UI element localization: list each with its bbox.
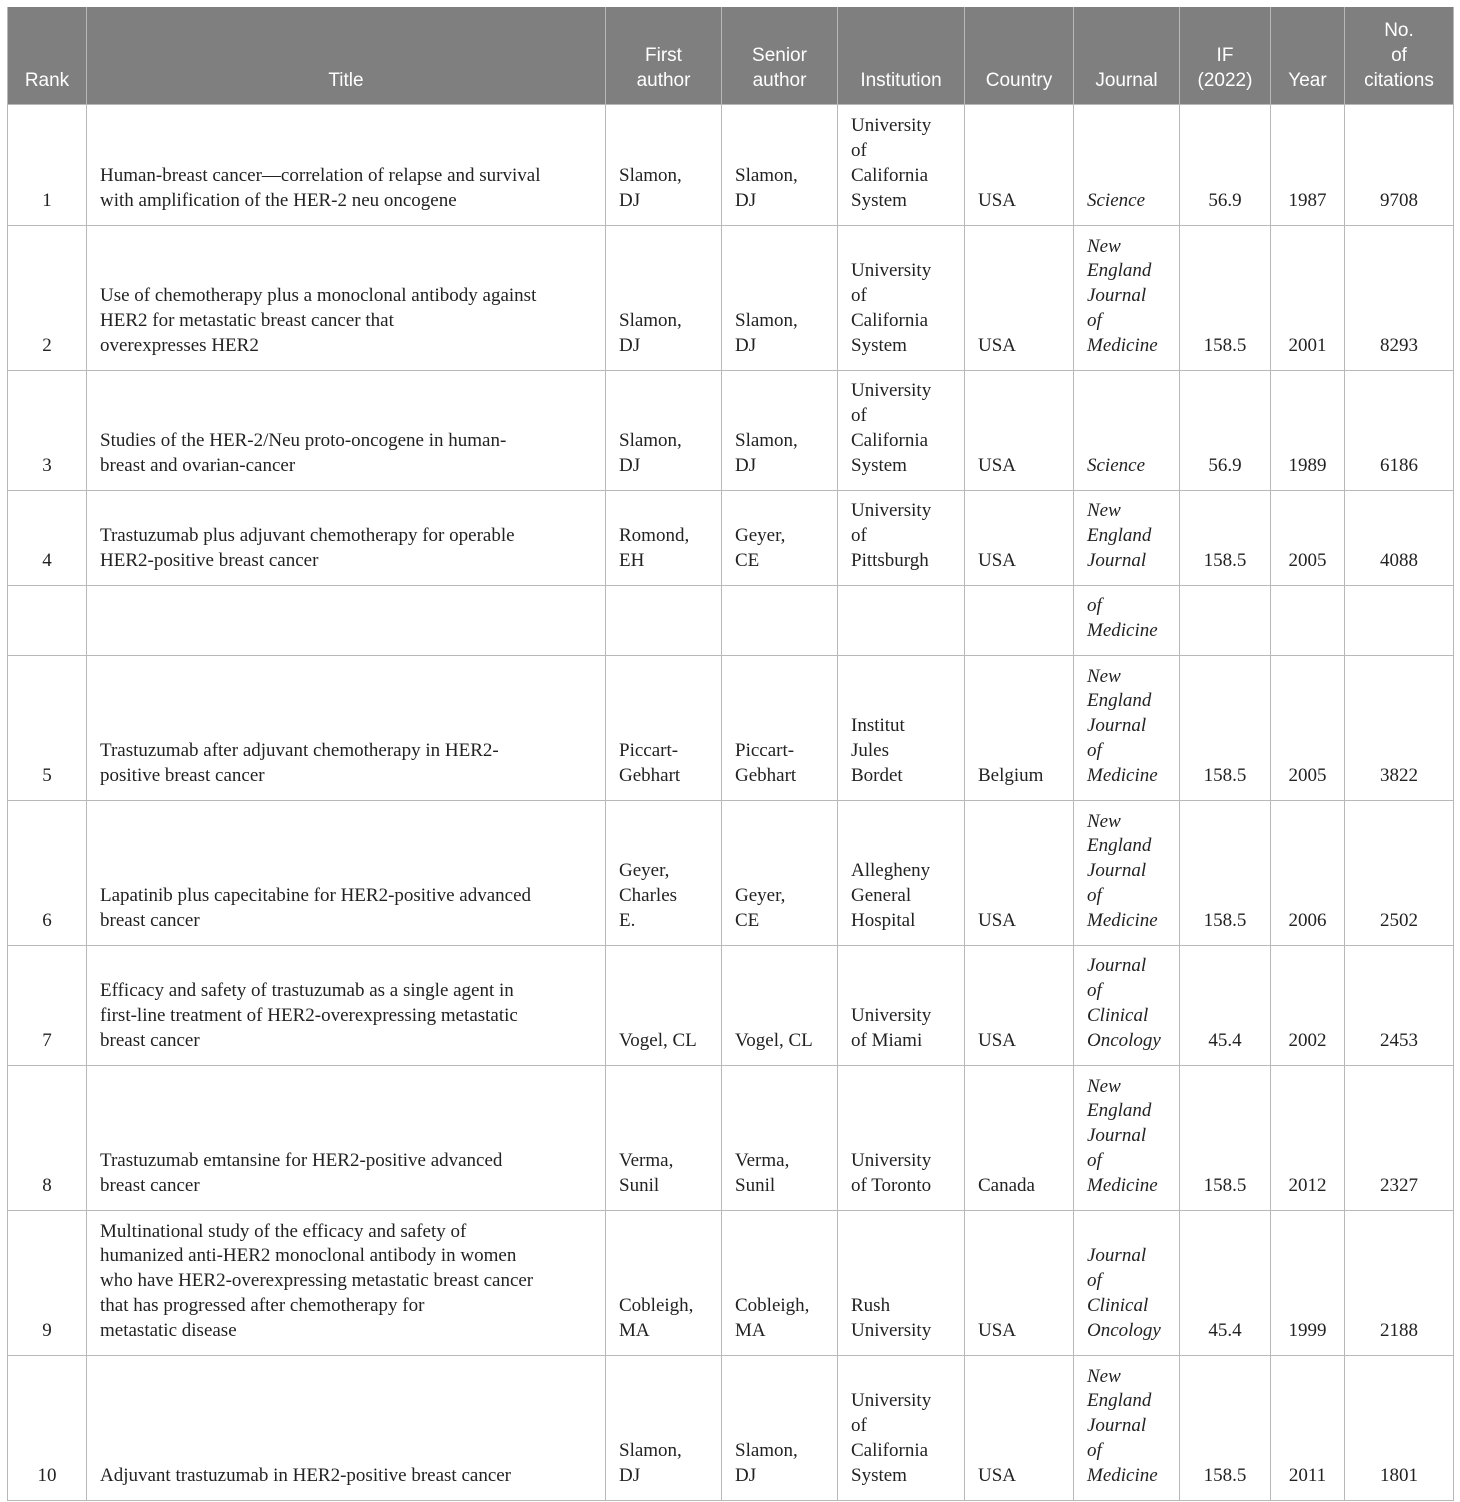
cell-journal: New England Journal of Medicine xyxy=(1074,225,1180,370)
cell-title xyxy=(87,585,606,655)
cell-institution: Allegheny General Hospital xyxy=(838,800,965,945)
header-journal: Journal xyxy=(1074,7,1180,104)
table-row xyxy=(8,1210,1454,1355)
cell-rank: 7 xyxy=(8,945,87,1065)
header-country: Country xyxy=(965,7,1074,104)
cell-title: Trastuzumab plus adjuvant chemotherapy for operable HER2-positive breast cancer xyxy=(87,490,606,585)
table-row xyxy=(8,1355,1454,1500)
cell-rank: 4 xyxy=(8,490,87,585)
cell-rank xyxy=(8,585,87,655)
table-row xyxy=(8,585,1454,655)
cell-country: USA xyxy=(965,370,1074,490)
cell-first-author: Slamon, DJ xyxy=(606,370,722,490)
header-year: Year xyxy=(1271,7,1345,104)
cell-year: 2005 xyxy=(1271,655,1345,800)
cell-if: 158.5 xyxy=(1180,490,1271,585)
cell-title: Lapatinib plus capecitabine for HER2-positive advanced breast cancer xyxy=(87,800,606,945)
cell-senior-author: Piccart- Gebhart xyxy=(722,655,838,800)
cell-if: 158.5 xyxy=(1180,225,1271,370)
header-title: Title xyxy=(87,7,606,104)
cell-rank: 3 xyxy=(8,370,87,490)
cell-if: 56.9 xyxy=(1180,104,1271,225)
cell-citations: 9708 xyxy=(1345,104,1454,225)
table-row xyxy=(8,225,1454,370)
header-first-author: First author xyxy=(606,7,722,104)
header-senior-author: Senior author xyxy=(722,7,838,104)
cell-title: Multinational study of the efficacy and safety of humanized anti-HER2 monoclonal antibody in women who have HER2-overexpressing metastatic breast cancer that has progressed after chemotherapy for metastatic disease xyxy=(87,1210,606,1355)
cell-institution: University of Toronto xyxy=(838,1065,965,1210)
cell-first-author: Piccart- Gebhart xyxy=(606,655,722,800)
cell-title: Use of chemotherapy plus a monoclonal antibody against HER2 for metastatic breast cancer that overexpresses HER2 xyxy=(87,225,606,370)
cell-institution: Institut Jules Bordet xyxy=(838,655,965,800)
cell-title: Human-breast cancer—correlation of relapse and survival with amplification of the HER-2 neu oncogene xyxy=(87,104,606,225)
cell-journal: Journal of Clinical Oncology xyxy=(1074,945,1180,1065)
cell-title: Trastuzumab after adjuvant chemotherapy in HER2- positive breast cancer xyxy=(87,655,606,800)
table-row xyxy=(8,104,1454,225)
cell-rank: 9 xyxy=(8,1210,87,1355)
cell-institution: University of California System xyxy=(838,225,965,370)
cell-country: USA xyxy=(965,945,1074,1065)
table-row xyxy=(8,945,1454,1065)
header-if: IF (2022) xyxy=(1180,7,1271,104)
cell-rank: 1 xyxy=(8,104,87,225)
cell-first-author: Cobleigh, MA xyxy=(606,1210,722,1355)
cell-citations: 2327 xyxy=(1345,1065,1454,1210)
cell-country: Canada xyxy=(965,1065,1074,1210)
cell-if: 158.5 xyxy=(1180,1355,1271,1500)
cell-institution: Rush University xyxy=(838,1210,965,1355)
cell-year xyxy=(1271,585,1345,655)
cell-senior-author: Geyer, CE xyxy=(722,800,838,945)
cell-institution: University of Pittsburgh xyxy=(838,490,965,585)
cell-journal: New England Journal of Medicine xyxy=(1074,655,1180,800)
cell-citations: 6186 xyxy=(1345,370,1454,490)
cell-senior-author: Vogel, CL xyxy=(722,945,838,1065)
cell-first-author: Vogel, CL xyxy=(606,945,722,1065)
cell-rank: 2 xyxy=(8,225,87,370)
cell-journal: New England Journal of Medicine xyxy=(1074,1065,1180,1210)
cell-citations: 2502 xyxy=(1345,800,1454,945)
cell-journal: New England Journal of Medicine xyxy=(1074,800,1180,945)
header-row xyxy=(8,7,1454,104)
cell-title: Studies of the HER-2/Neu proto-oncogene in human- breast and ovarian-cancer xyxy=(87,370,606,490)
header-institution: Institution xyxy=(838,7,965,104)
cell-journal: New England Journal xyxy=(1074,490,1180,585)
cell-year: 2012 xyxy=(1271,1065,1345,1210)
cell-senior-author: Geyer, CE xyxy=(722,490,838,585)
cell-first-author: Verma, Sunil xyxy=(606,1065,722,1210)
cell-rank: 5 xyxy=(8,655,87,800)
cell-country: USA xyxy=(965,490,1074,585)
cell-senior-author: Slamon, DJ xyxy=(722,1355,838,1500)
cell-journal: New England Journal of Medicine xyxy=(1074,1355,1180,1500)
cell-first-author: Slamon, DJ xyxy=(606,104,722,225)
table-row xyxy=(8,1065,1454,1210)
cell-institution: University of Miami xyxy=(838,945,965,1065)
table-row xyxy=(8,370,1454,490)
cell-if: 56.9 xyxy=(1180,370,1271,490)
cell-journal: Science xyxy=(1074,370,1180,490)
table-row xyxy=(8,655,1454,800)
cell-year: 2002 xyxy=(1271,945,1345,1065)
table-body xyxy=(8,104,1454,1500)
cell-if xyxy=(1180,585,1271,655)
cell-first-author xyxy=(606,585,722,655)
cell-first-author: Romond, EH xyxy=(606,490,722,585)
cell-citations: 2188 xyxy=(1345,1210,1454,1355)
cell-if: 158.5 xyxy=(1180,800,1271,945)
citations-table xyxy=(7,7,1454,1501)
cell-institution: University of California System xyxy=(838,370,965,490)
header-rank: Rank xyxy=(8,7,87,104)
header-citations: No. of citations xyxy=(1345,7,1454,104)
cell-senior-author: Slamon, DJ xyxy=(722,225,838,370)
cell-citations xyxy=(1345,585,1454,655)
cell-year: 1989 xyxy=(1271,370,1345,490)
cell-citations: 2453 xyxy=(1345,945,1454,1065)
cell-first-author: Slamon, DJ xyxy=(606,225,722,370)
cell-journal: Science xyxy=(1074,104,1180,225)
cell-country: USA xyxy=(965,800,1074,945)
cell-journal: Journal of Clinical Oncology xyxy=(1074,1210,1180,1355)
cell-title: Adjuvant trastuzumab in HER2-positive breast cancer xyxy=(87,1355,606,1500)
cell-title: Trastuzumab emtansine for HER2-positive advanced breast cancer xyxy=(87,1065,606,1210)
cell-institution: University of California System xyxy=(838,1355,965,1500)
cell-country: Belgium xyxy=(965,655,1074,800)
cell-year: 2005 xyxy=(1271,490,1345,585)
cell-rank: 6 xyxy=(8,800,87,945)
cell-institution xyxy=(838,585,965,655)
cell-senior-author: Slamon, DJ xyxy=(722,370,838,490)
cell-year: 1999 xyxy=(1271,1210,1345,1355)
cell-if: 45.4 xyxy=(1180,945,1271,1065)
cell-country: USA xyxy=(965,225,1074,370)
cell-senior-author: Slamon, DJ xyxy=(722,104,838,225)
cell-citations: 1801 xyxy=(1345,1355,1454,1500)
cell-senior-author: Cobleigh, MA xyxy=(722,1210,838,1355)
cell-country: USA xyxy=(965,1355,1074,1500)
cell-if: 158.5 xyxy=(1180,655,1271,800)
cell-rank: 8 xyxy=(8,1065,87,1210)
table-row xyxy=(8,490,1454,585)
cell-country xyxy=(965,585,1074,655)
cell-if: 45.4 xyxy=(1180,1210,1271,1355)
cell-country: USA xyxy=(965,104,1074,225)
cell-senior-author: Verma, Sunil xyxy=(722,1065,838,1210)
cell-first-author: Slamon, DJ xyxy=(606,1355,722,1500)
cell-journal: of Medicine xyxy=(1074,585,1180,655)
cell-country: USA xyxy=(965,1210,1074,1355)
cell-first-author: Geyer, Charles E. xyxy=(606,800,722,945)
cell-citations: 3822 xyxy=(1345,655,1454,800)
cell-year: 2001 xyxy=(1271,225,1345,370)
cell-year: 2006 xyxy=(1271,800,1345,945)
cell-institution: University of California System xyxy=(838,104,965,225)
cell-rank: 10 xyxy=(8,1355,87,1500)
cell-citations: 8293 xyxy=(1345,225,1454,370)
cell-senior-author xyxy=(722,585,838,655)
table-row xyxy=(8,800,1454,945)
cell-if: 158.5 xyxy=(1180,1065,1271,1210)
cell-citations: 4088 xyxy=(1345,490,1454,585)
cell-year: 1987 xyxy=(1271,104,1345,225)
cell-year: 2011 xyxy=(1271,1355,1345,1500)
cell-title: Efficacy and safety of trastuzumab as a single agent in first-line treatment of HER2-overexpressing metastatic breast cancer xyxy=(87,945,606,1065)
